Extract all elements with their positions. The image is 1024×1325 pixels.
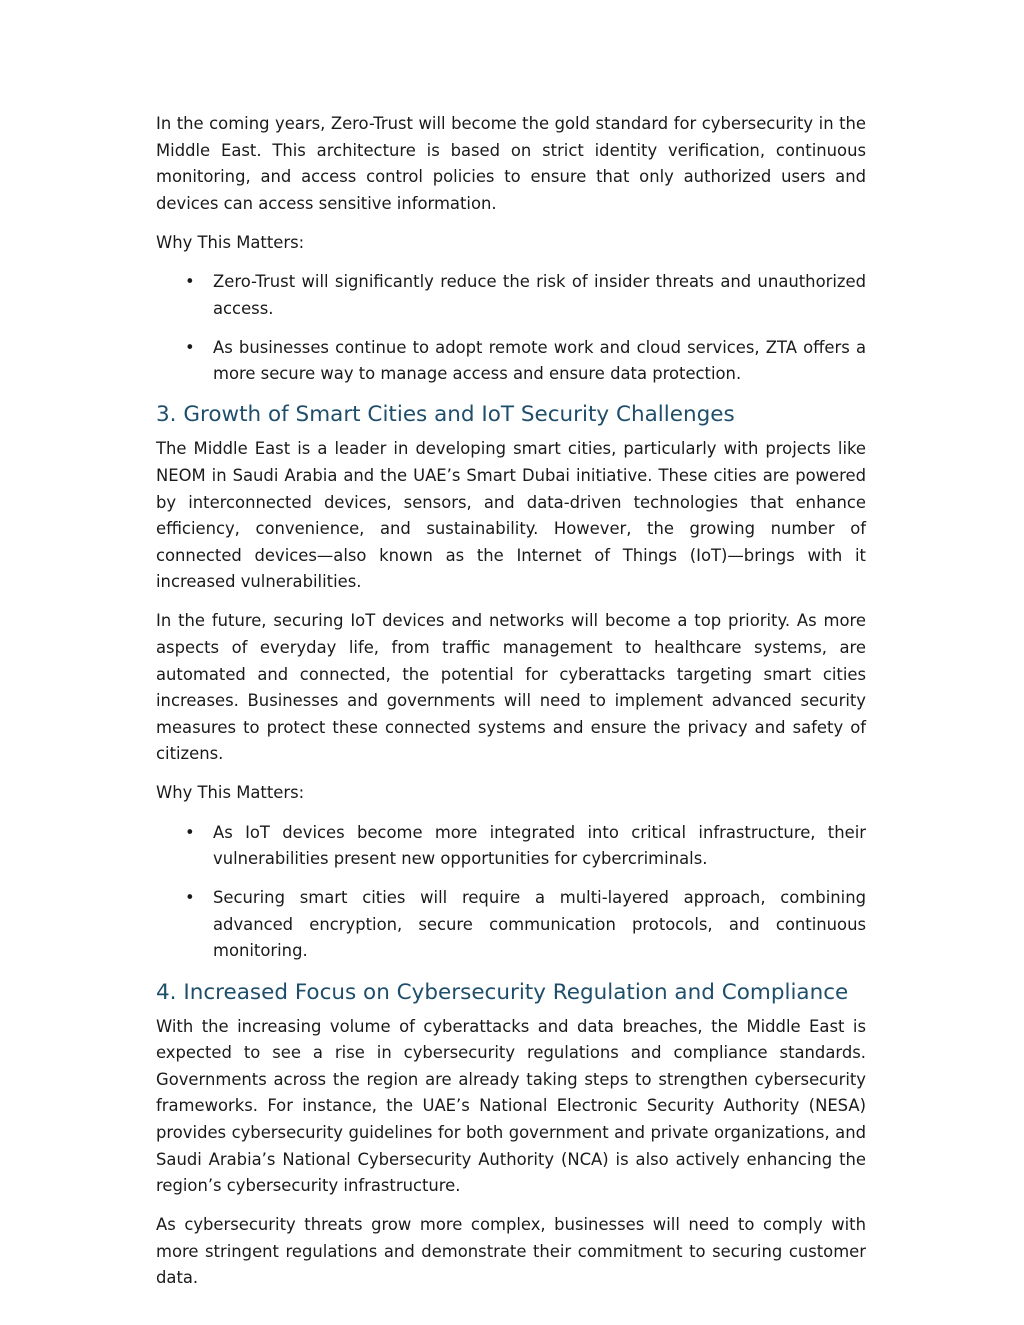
section-regulation [156,978,866,1292]
bullet-item: • As IoT devices become more integrated into critical infrastructure, their vulnerabilities present new opportunities for cybercriminals. [156,820,866,873]
section-heading: 3. Growth of Smart Cities and IoT Security Challenges [156,402,735,428]
body-paragraph: With the increasing volume of cyberattacks and data breaches, the Middle East is expected to see a rise in cybersecurity regulations and compliance standards. Governments across the region are already taking steps to strengthen cybersecurity frameworks. For instance, the UAE’s National Electronic Security Authority (NESA) provides cybersecurity guidelines for both government and private organizations, and Saudi Arabia’s National Cybersecurity Authority (NCA) is also actively enhancing the region’s cybersecurity infrastructure. [156,1016,866,1196]
section-heading: 4. Increased Focus on Cybersecurity Regulation and Compliance [156,979,849,1005]
document-page [156,111,866,1304]
why-this-matters-label: Why This Matters: [156,783,305,803]
body-paragraph: As cybersecurity threats grow more complex, businesses will need to comply with more stringent regulations and demonstrate their commitment to securing customer data. [156,1215,866,1288]
body-paragraph: In the future, securing IoT devices and networks will become a top priority. As more aspects of everyday life, from traffic management to healthcare systems, are automated and connected, the potential for cyberattacks targeting smart cities increases. Businesses and governments will need to implement advanced security measures to protect these connected systems and ensure the privacy and safety of citizens. [156,611,866,764]
section-zero-trust [156,111,866,388]
bullet-item: • Securing smart cities will require a multi-layered approach, combining advanced encryption, secure communication protocols, and continuous monitoring. [156,885,866,965]
body-paragraph: The Middle East is a leader in developing smart cities, particularly with projects like NEOM in Saudi Arabia and the UAE’s Smart Dubai initiative. These cities are powered by interconnected devices, sensors, and data-driven technologies that enhance efficiency, convenience, and sustainability. However, the growing number of connected devices—also known as the Internet of Things (IoT)—brings with it increased vulnerabilities. [156,439,866,592]
section-smart-cities [156,400,866,965]
body-paragraph: In the coming years, Zero-Trust will become the gold standard for cybersecurity in the Middle East. This architecture is based on strict identity verification, continuous monitoring, and access control policies to ensure that only authorized users and devices can access sensitive information. [156,114,866,213]
why-this-matters-label: Why This Matters: [156,232,305,252]
bullet-item: • Zero-Trust will significantly reduce the risk of insider threats and unauthorized access. [156,269,866,322]
bullet-list [156,820,866,965]
bullet-list [156,269,866,388]
bullet-item: • As businesses continue to adopt remote work and cloud services, ZTA offers a more secure way to manage access and ensure data protection. [156,335,866,388]
